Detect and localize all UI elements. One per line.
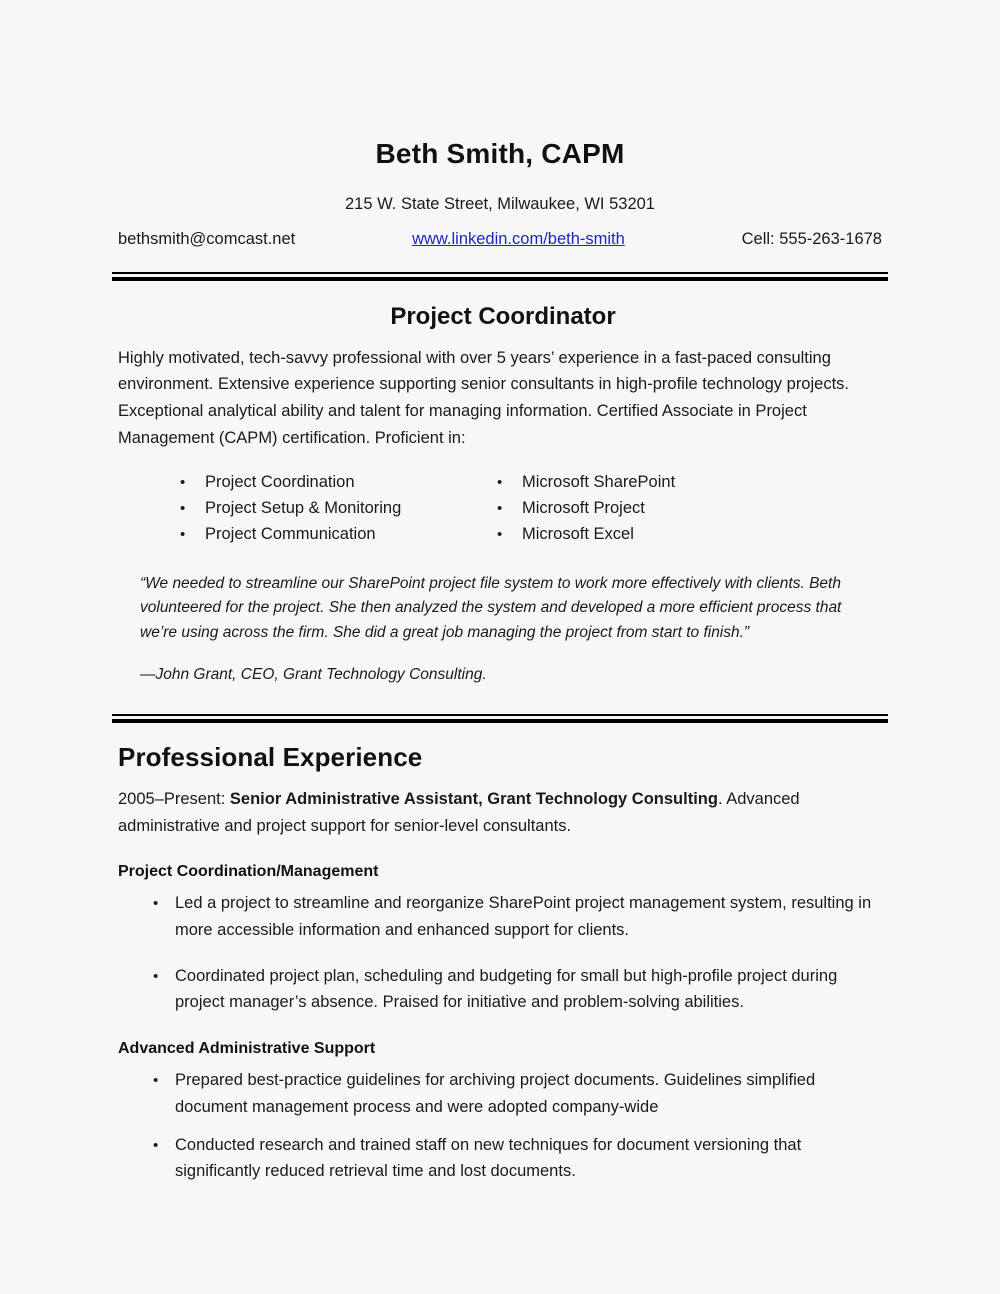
skills-column-2 bbox=[497, 470, 675, 547]
professional-summary: Highly motivated, tech-savvy professional with over 5 years’ experience in a fast-paced consulting environment. Extensive experience supporting senior consultants in high-profile technology projects. Exceptional analytical ability and talent for managing information. Certified Associate in Project Management (CAPM) certification. Proficient in: bbox=[118, 348, 849, 447]
achievement-text: Prepared best-practice guidelines for archiving project documents. Guidelines simplified document management process and were adopted company-wide bbox=[175, 1071, 816, 1116]
skill-label: Project Communication bbox=[205, 524, 376, 543]
skill-label: Microsoft Excel bbox=[522, 524, 634, 543]
job-role: Senior Administrative Assistant, Grant Technology Consulting bbox=[229, 789, 718, 808]
list-item bbox=[497, 522, 675, 548]
list-item bbox=[118, 890, 888, 943]
bullet-icon: • bbox=[497, 474, 503, 492]
email-address[interactable]: bethsmith@comcast.net bbox=[118, 229, 296, 248]
candidate-address: 215 W. State Street, Milwaukee, WI 53201 bbox=[345, 194, 655, 213]
divider-rule-thick bbox=[112, 719, 888, 723]
linkedin-link[interactable]: www.linkedin.com/beth-smith bbox=[412, 229, 625, 248]
section-divider-experience bbox=[112, 714, 888, 723]
bullet-icon: • bbox=[180, 474, 186, 492]
subsection-title: Advanced Administrative Support bbox=[118, 1040, 376, 1058]
job-description: . Advanced administrative and project support for senior-level consultants. bbox=[118, 789, 800, 835]
achievement-text: Coordinated project plan, scheduling and budgeting for small but high-profile project during project manager’s absence. Praised for initiative and problem-solving abilities. bbox=[175, 966, 838, 1012]
skill-label: Microsoft Project bbox=[522, 499, 645, 518]
resume-header bbox=[0, 0, 1000, 249]
list-item bbox=[118, 963, 888, 1016]
achievement-text: Conducted research and trained staff on new techniques for document versioning that significantly reduced retrieval time and lost documents. bbox=[175, 1135, 802, 1181]
skill-label: Microsoft SharePoint bbox=[522, 473, 676, 492]
list-item bbox=[497, 470, 675, 496]
list-item bbox=[180, 470, 497, 496]
skills-column-1 bbox=[118, 470, 497, 547]
achievement-list bbox=[118, 1067, 888, 1185]
list-item bbox=[180, 496, 497, 522]
achievement-text: Led a project to streamline and reorganize SharePoint project management system, resulting in more accessible information and enhanced support for clients. bbox=[175, 894, 872, 940]
list-item bbox=[180, 522, 497, 548]
section-divider-top bbox=[112, 272, 888, 281]
list-item bbox=[497, 496, 675, 522]
candidate-name: Beth Smith, CAPM bbox=[375, 138, 625, 169]
bullet-icon: • bbox=[153, 1136, 159, 1154]
section-title-experience: Professional Experience bbox=[118, 741, 423, 772]
achievement-list bbox=[118, 890, 888, 1016]
skills-list bbox=[118, 470, 888, 547]
bullet-icon: • bbox=[497, 525, 503, 543]
contact-row bbox=[0, 230, 1000, 249]
target-job-title: Project Coordinator bbox=[390, 302, 616, 330]
subsection-title: Project Coordination/Management bbox=[118, 863, 379, 881]
job-entry bbox=[118, 786, 888, 839]
job-dates: 2005–Present: bbox=[118, 789, 230, 808]
testimonial-quote: “We needed to streamline our SharePoint project file system to work more effectively with clients. Beth volunteered for the project. She then analyzed the system and developed a more efficient process that we’re using across the firm. She did a great job managing the project from start to finish.” bbox=[140, 574, 842, 642]
divider-rule-thick bbox=[112, 277, 888, 281]
phone-number: Cell: 555-263-1678 bbox=[741, 229, 882, 248]
bullet-icon: • bbox=[180, 525, 186, 543]
experience-section bbox=[0, 742, 1000, 1185]
bullet-icon: • bbox=[180, 500, 186, 518]
skill-label: Project Setup & Monitoring bbox=[205, 499, 402, 518]
list-item bbox=[118, 1132, 888, 1185]
bullet-icon: • bbox=[153, 967, 159, 985]
bullet-icon: • bbox=[153, 1072, 159, 1090]
skill-label: Project Coordination bbox=[205, 473, 355, 492]
testimonial-attribution: —John Grant, CEO, Grant Technology Consulting. bbox=[140, 666, 487, 684]
list-item bbox=[118, 1067, 888, 1120]
bullet-icon: • bbox=[153, 895, 159, 913]
bullet-icon: • bbox=[497, 500, 503, 518]
resume-body bbox=[0, 303, 1000, 688]
